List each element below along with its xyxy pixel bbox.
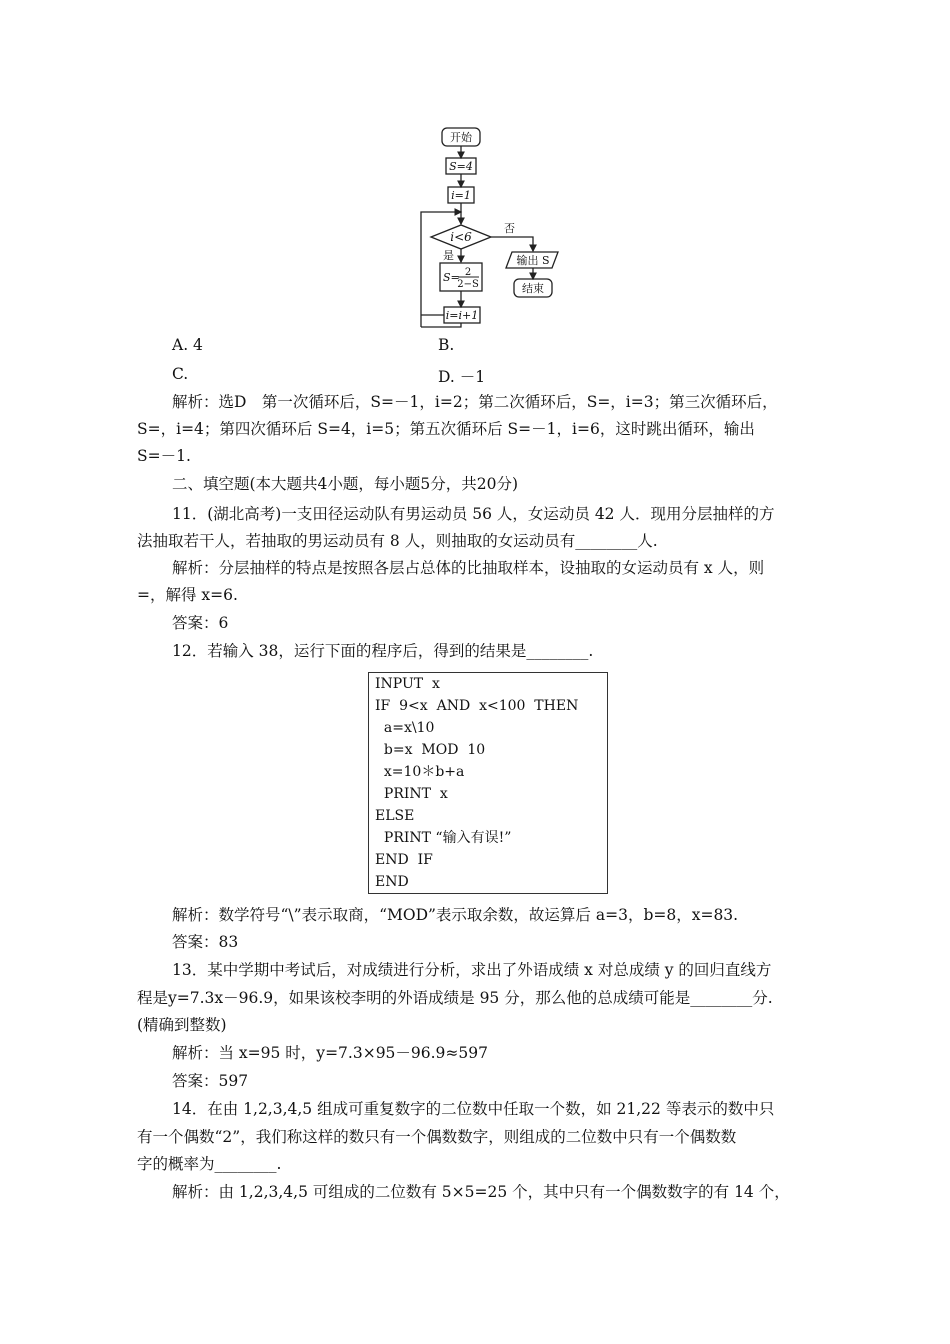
- q11-analysis-line-1: 解析：分层抽样的特点是按照各层占总体的比抽取样本，设抽取的女运动员有 x 人，则: [172, 559, 765, 577]
- flow-frac-den: 2−S: [457, 279, 479, 290]
- section-2-heading: 二、填空题(本大题共4小题，每小题5分，共20分): [172, 475, 519, 493]
- q13-analysis: 解析：当 x=95 时，y=7.3×95－96.9≈597: [172, 1044, 488, 1062]
- code-line: b=x MOD 10: [375, 742, 486, 758]
- option-d: D. －1: [438, 368, 486, 386]
- flow-start-label: 开始: [450, 131, 472, 144]
- q14-line-2: 有一个偶数“2”，我们称这样的数只有一个偶数数字，则组成的二位数中只有一个偶数数: [137, 1128, 737, 1146]
- q11-line-2: 法抽取若干人，若抽取的男运动员有 8 人，则抽取的女运动员有________人.: [137, 532, 658, 550]
- code-line: ELSE: [375, 808, 415, 824]
- flow-increment-label: i=i+1: [445, 309, 479, 322]
- flow-no-label: 否: [504, 222, 515, 235]
- q11-answer: 答案：6: [172, 614, 229, 632]
- option-a: A. 4: [172, 336, 203, 354]
- option-c: C.: [172, 365, 189, 383]
- q11-line-1: 11．(湖北高考)一支田径运动队有男运动员 56 人，女运动员 42 人．现用分层抽样的方: [172, 505, 775, 523]
- flow-frac-num: 2: [464, 267, 472, 278]
- code-line: PRINT “输入有误!”: [375, 830, 512, 846]
- flow-end-label: 结束: [522, 282, 544, 295]
- q12-analysis: 解析：数学符号“\”表示取商，“MOD”表示取余数，故运算后 a=3，b=8，x=83.: [172, 906, 739, 924]
- option-b: B.: [438, 336, 455, 354]
- flow-i-init-label: i=1: [451, 189, 471, 202]
- q13-line-1: 13．某中学期中考试后，对成绩进行分析，求出了外语成绩 x 对总成绩 y 的回归直线方: [172, 961, 772, 979]
- flowchart: [0, 0, 950, 340]
- q13-line-2: 程是y=7.3x－96.9，如果该校李明的外语成绩是 95 分，那么他的总成绩可能是________分.: [137, 989, 773, 1007]
- flow-yes-label: 是: [443, 249, 454, 262]
- q11-analysis-line-2: =，解得 x=6.: [137, 586, 238, 604]
- code-line: IF 9<x AND x<100 THEN: [375, 698, 579, 714]
- q13-answer: 答案：597: [172, 1072, 249, 1090]
- q13-line-3: (精确到整数): [137, 1016, 227, 1034]
- flow-s-init-label: S=4: [449, 160, 473, 173]
- code-line: x=10＊b+a: [375, 764, 465, 780]
- flow-output-label: 输出 S: [516, 254, 550, 267]
- flow-assign-prefix: S=: [443, 271, 460, 284]
- code-line: END: [375, 874, 409, 890]
- q14-line-1: 14．在由 1,2,3,4,5 组成可重复数字的二位数中任取一个数，如 21,22 等表示的数中只: [172, 1100, 775, 1118]
- q14-analysis: 解析：由 1,2,3,4,5 可组成的二位数有 5×5=25 个，其中只有一个偶数数字的有 14 个，: [172, 1183, 790, 1201]
- q14-line-3: 字的概率为________.: [137, 1155, 282, 1173]
- code-line: INPUT x: [375, 676, 440, 692]
- code-line: END IF: [375, 852, 433, 868]
- code-line: a=x\10: [375, 720, 435, 736]
- q10-analysis-line-3: S=－1.: [137, 447, 191, 465]
- program-code-box: [368, 672, 608, 894]
- q12-answer: 答案：83: [172, 933, 239, 951]
- flow-condition-label: i<6: [450, 230, 472, 244]
- q10-analysis-line-1: 解析：选D 第一次循环后，S=－1，i=2；第二次循环后，S=，i=3；第三次循环后，: [172, 393, 778, 411]
- code-line: PRINT x: [375, 786, 448, 802]
- q10-analysis-line-2: S=，i=4；第四次循环后 S=4，i=5；第五次循环后 S=－1，i=6，这时跳出循环，输出: [137, 420, 755, 438]
- q12-line-1: 12．若输入 38，运行下面的程序后，得到的结果是________.: [172, 642, 594, 660]
